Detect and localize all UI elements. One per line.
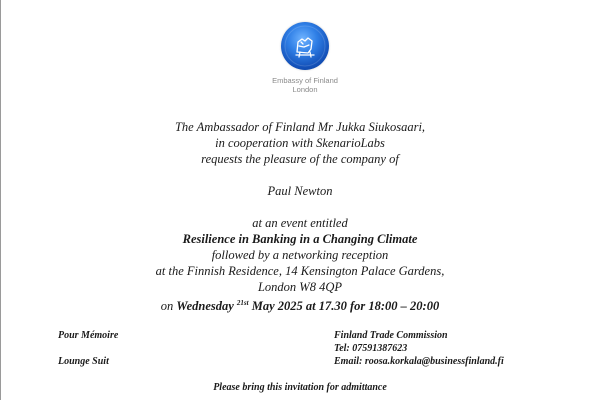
venue-line-1: at the Finnish Residence, 14 Kensington Palace Gardens, — [155, 264, 445, 278]
date-ordinal: 21st — [236, 299, 249, 307]
logo-org-name: Embassy of Finland — [272, 76, 338, 85]
date-prefix: on — [160, 299, 174, 314]
embassy-logo — [281, 22, 329, 70]
date-time: May 2025 at 17.30 for 18:00 – 20:00 — [251, 299, 440, 314]
reception-line: followed by a networking reception — [211, 248, 389, 262]
admittance-note: Please bring this invitation for admittance — [213, 382, 387, 393]
event-title: Resilience in Banking in a Changing Climate — [182, 232, 418, 246]
left-border — [0, 0, 1, 400]
guest-name: Paul Newton — [267, 184, 333, 198]
host-line-2: in cooperation with SkenarioLabs — [215, 136, 385, 150]
event-date — [80, 296, 520, 314]
event-intro: at an event entitled — [252, 216, 348, 230]
logo-city: London — [292, 85, 318, 94]
contact-org: Finland Trade Commission — [334, 330, 448, 341]
contact-tel: Tel: 07591387623 — [334, 343, 408, 354]
date-day: Wednesday — [176, 299, 234, 314]
lion-crest-icon — [281, 22, 329, 70]
host-line-1: The Ambassador of Finland Mr Jukka Siukosaari, — [174, 120, 426, 134]
dress-code: Lounge Suit — [58, 356, 109, 367]
venue-line-2: London W8 4QP — [257, 280, 343, 294]
host-line-3: requests the pleasure of the company of — [201, 152, 399, 166]
contact-email: Email: roosa.korkala@businessfinland.fi — [334, 356, 504, 367]
pour-memoire-label: Pour Mémoire — [58, 330, 119, 341]
